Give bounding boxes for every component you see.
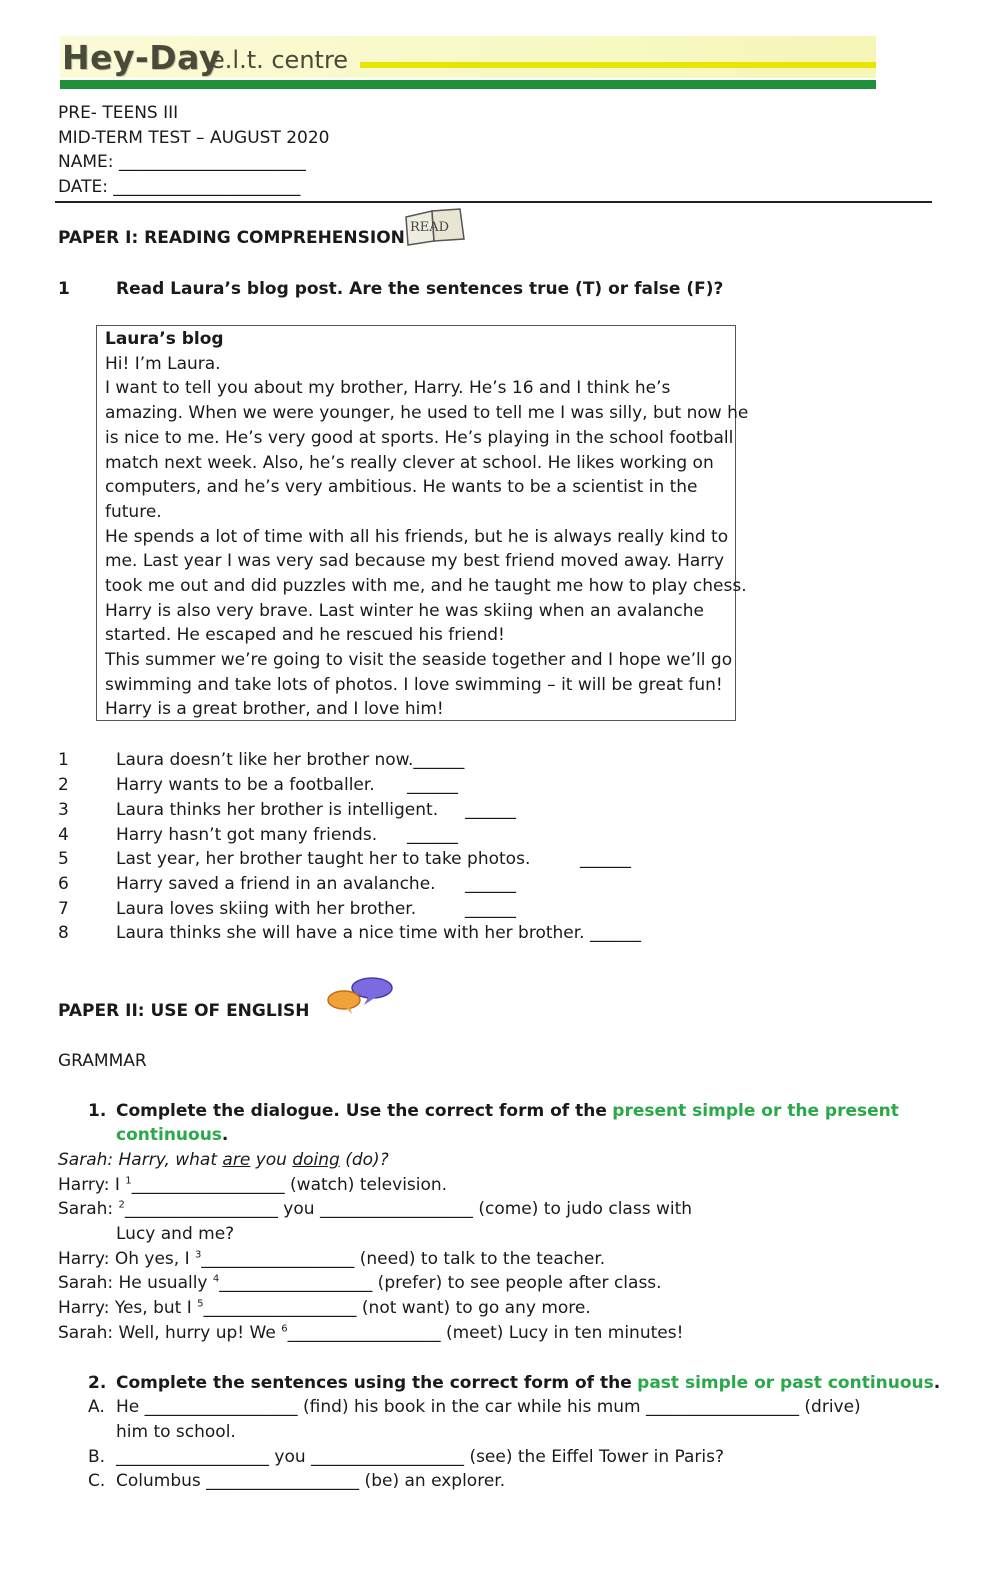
speaker-text: Harry: I <box>58 1175 126 1195</box>
blog-line: Harry is also very brave. Last winter he was skiing when an avalanche <box>105 601 705 621</box>
read-icon-text: READ <box>410 220 450 235</box>
ex2-number: 2. <box>88 1373 107 1393</box>
read-book-icon <box>402 207 466 252</box>
blog-box <box>96 325 749 721</box>
blog-line: This summer we’re going to visit the seaside together and I hope we’ll go <box>105 650 733 670</box>
blog-line: me. Last year I was very sad because my best friend moved away. Harry <box>105 551 725 571</box>
answer-blank[interactable]: ______ <box>407 825 458 845</box>
gap-text: __________________ (meet) Lucy in ten minutes! <box>287 1323 684 1343</box>
gap-text: __________________ you __________________ (come) to judo class with <box>124 1199 693 1219</box>
paper1-title: PAPER I: READING COMPREHENSION <box>58 228 405 248</box>
gap-number: 1 <box>125 1175 132 1187</box>
statement-number: 1 <box>58 750 69 770</box>
blog-line: is nice to me. He’s very good at sports. He’s playing in the school football <box>105 428 734 448</box>
blog-title: Laura’s blog <box>105 329 224 349</box>
header-divider <box>55 201 932 203</box>
blog-line: swimming and take lots of photos. I love swimming – it will be great fun! <box>105 675 723 695</box>
dialogue-line[interactable] <box>58 1175 447 1195</box>
q1-number: 1 <box>58 279 70 299</box>
answer-blank[interactable]: ______ <box>407 775 458 795</box>
ex2-tense-highlight: past simple or past continuous <box>637 1373 934 1393</box>
blog-line: He spends a lot of time with all his friends, but he is always really kind to <box>105 527 729 547</box>
name-field: NAME: ______________________ <box>58 152 306 172</box>
example-text: Sarah: Harry, what <box>58 1150 223 1170</box>
ex2-item-label: A. <box>88 1397 105 1417</box>
statement-text: Laura loves skiing with her brother. <box>116 899 417 919</box>
ex1-number: 1. <box>88 1101 107 1121</box>
statement-text: Harry saved a friend in an avalanche. <box>116 874 436 894</box>
test-label: MID-TERM TEST – AUGUST 2020 <box>58 128 330 148</box>
speaker-text: Sarah: <box>58 1199 119 1219</box>
statement-number: 2 <box>58 775 69 795</box>
speaker-text: Harry: Oh yes, I <box>58 1249 195 1269</box>
ex1-instruction-cont <box>116 1125 228 1145</box>
statement-number: 4 <box>58 825 69 845</box>
gap-text: __________________ (not want) to go any more. <box>203 1298 591 1318</box>
dialogue-line[interactable] <box>58 1199 692 1219</box>
speaker-text: Sarah: Well, hurry up! We <box>58 1323 282 1343</box>
blog-line: Harry is a great brother, and I love him! <box>105 699 444 719</box>
dialogue-line[interactable] <box>58 1323 683 1343</box>
ex2-item-label: B. <box>88 1447 106 1467</box>
example-text: (do)? <box>339 1150 389 1170</box>
blog-line: Hi! I’m Laura. <box>105 354 221 374</box>
ex2-lead: Complete the sentences using the correct form of the <box>116 1373 632 1393</box>
blog-line: took me out and did puzzles with me, and he taught me how to play chess. <box>105 576 747 596</box>
dialogue-line[interactable] <box>58 1298 591 1318</box>
ex1-tense-highlight: present simple or the present <box>612 1101 899 1121</box>
speaker-text: Harry: Yes, but I <box>58 1298 198 1318</box>
dialogue-line[interactable] <box>58 1249 605 1269</box>
gap-number: 6 <box>281 1323 288 1335</box>
example-underline: are <box>222 1150 251 1170</box>
statement-text: Harry hasn’t got many friends. <box>116 825 378 845</box>
statement-text: Laura thinks she will have a nice time with her brother. ______ <box>116 923 641 943</box>
blog-line: amazing. When we were younger, he used to tell me I was silly, but now he <box>105 403 749 423</box>
ex1-tense-highlight-2: continuous <box>116 1125 222 1145</box>
answer-blank[interactable]: ______ <box>465 800 516 820</box>
ex2-instruction <box>116 1373 940 1393</box>
blog-line: I want to tell you about my brother, Harry. He’s 16 and I think he’s <box>105 378 671 398</box>
blog-line: computers, and he’s very ambitious. He wants to be a scientist in the <box>105 477 698 497</box>
dialogue-line-example <box>58 1150 389 1170</box>
date-field: DATE: ______________________ <box>58 177 301 197</box>
banner-yellow-stripe <box>360 62 876 68</box>
blog-line: started. He escaped and he rescued his friend! <box>105 625 505 645</box>
gap-number: 4 <box>212 1273 220 1285</box>
dialogue-line-cont: Lucy and me? <box>116 1224 235 1244</box>
example-underline: doing <box>292 1150 340 1170</box>
level-label: PRE- TEENS III <box>58 103 179 123</box>
q1-instruction: Read Laura’s blog post. Are the sentences true (T) or false (F)? <box>116 279 724 299</box>
gap-number: 2 <box>118 1199 125 1211</box>
answer-blank[interactable]: ______ <box>465 874 516 894</box>
blog-line: future. <box>105 502 162 522</box>
ex2-item-text-cont: him to school. <box>116 1422 236 1442</box>
blog-line: match next week. Also, he’s really clever at school. He likes working on <box>105 453 714 473</box>
gap-number: 3 <box>195 1249 202 1261</box>
grammar-heading: GRAMMAR <box>58 1051 147 1071</box>
dialogue-line[interactable] <box>58 1273 662 1293</box>
speech-bubbles-icon <box>324 975 396 1020</box>
statement-text: Laura doesn’t like her brother now.______ <box>116 750 465 770</box>
ex2-item-text[interactable]: Columbus __________________ (be) an explorer. <box>116 1471 506 1491</box>
ex2-item-text[interactable]: He __________________ (find) his book in the car while his mum __________________ (drive) <box>116 1397 861 1417</box>
statement-number: 8 <box>58 923 69 943</box>
statement-text: Harry wants to be a footballer. <box>116 775 375 795</box>
banner-green-stripe <box>60 80 876 89</box>
ex1-dot: . <box>221 1125 229 1145</box>
answer-blank[interactable]: ______ <box>465 899 516 919</box>
logo-title: Hey-Day <box>62 38 221 77</box>
statement-number: 7 <box>58 899 69 919</box>
header-banner <box>60 36 876 90</box>
ex1-instruction <box>116 1101 899 1121</box>
ex1-lead: Complete the dialogue. Use the correct form of the <box>116 1101 607 1121</box>
example-text: you <box>250 1150 293 1170</box>
answer-blank[interactable]: ______ <box>580 849 631 869</box>
speaker-text: Sarah: He usually <box>58 1273 213 1293</box>
ex2-dot: . <box>933 1373 941 1393</box>
ex2-item-label: C. <box>88 1471 106 1491</box>
paper2-title: PAPER II: USE OF ENGLISH <box>58 1001 310 1021</box>
gap-number: 5 <box>197 1298 204 1310</box>
statement-text: Last year, her brother taught her to take photos. <box>116 849 531 869</box>
statement-number: 6 <box>58 874 69 894</box>
statement-number: 3 <box>58 800 69 820</box>
statement-number: 5 <box>58 849 69 869</box>
logo-subtitle: e.l.t. centre <box>210 46 349 74</box>
gap-text: __________________ (need) to talk to the teacher. <box>201 1249 606 1269</box>
ex2-item-text[interactable]: __________________ you __________________ (see) the Eiffel Tower in Paris? <box>116 1447 725 1467</box>
statement-text: Laura thinks her brother is intelligent. <box>116 800 439 820</box>
gap-text: __________________ (watch) television. <box>131 1175 448 1195</box>
gap-text: __________________ (prefer) to see people after class. <box>219 1273 662 1293</box>
